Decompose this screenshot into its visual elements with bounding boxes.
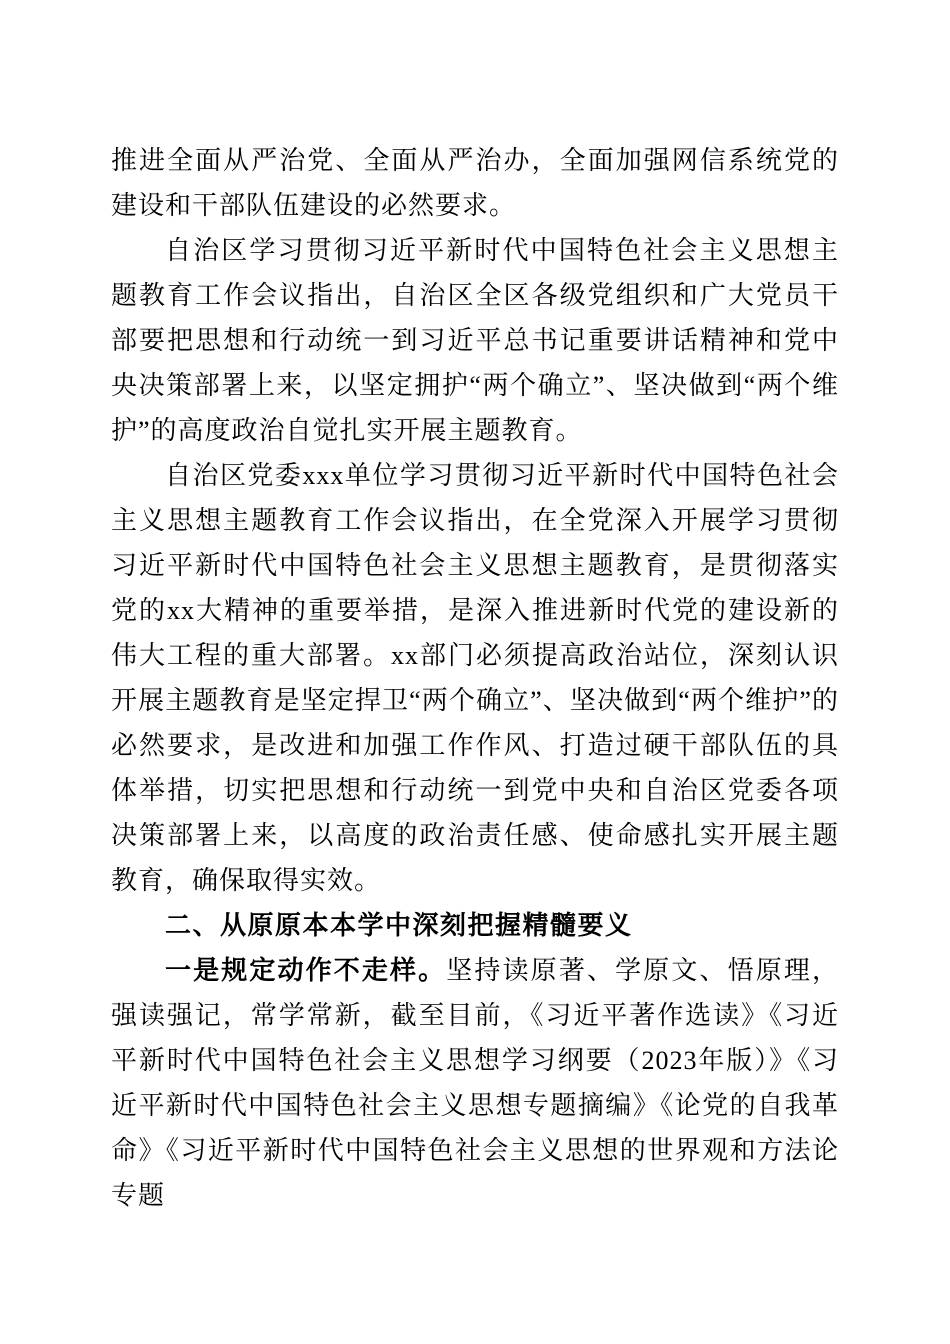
paragraph-lead-rest: 坚持读原著、学原文、悟原理，强读强记，常学常新，截至目前，《习近平著作选读》《习近平新时代中国特色社会主义思想学习纲要（2023年版）》《习近平新时代中国特色社会主义思想专题摘编》《论党的自我革命》《习近平新时代中国特色社会主义思想的世界观和方法论专题: [111, 956, 839, 1210]
paragraph: 自治区学习贯彻习近平新时代中国特色社会主义思想主题教育工作会议指出，自治区全区各级党组织和广大党员干部要把思想和行动统一到习近平总书记重要讲话精神和党中央决策部署上来，以坚定拥护“两个确立”、坚决做到“两个维护”的高度政治自觉扎实开展主题教育。: [111, 236, 839, 445]
paragraph-with-lead: [111, 948, 839, 1218]
document-body: [111, 138, 839, 1218]
paragraph: 自治区党委xxx单位学习贯彻习近平新时代中国特色社会主义思想主题教育工作会议指出，在全党深入开展学习贯彻习近平新时代中国特色社会主义思想主题教育，是贯彻落实党的xx大精神的重要举措，是深入推进新时代党的建设新的伟大工程的重大部署。xx部门必须提高政治站位，深刻认识开展主题教育是坚定捍卫“两个确立”、坚决做到“两个维护”的必然要求，是改进和加强工作作风、打造过硬干部队伍的具体举措，切实把思想和行动统一到党中央和自治区党委各项决策部署上来，以高度的政治责任感、使命感扎实开展主题教育，确保取得实效。: [111, 461, 839, 895]
paragraph-lead-bold: 一是规定动作不走样。: [165, 956, 447, 985]
paragraph-continuation: 推进全面从严治党、全面从严治办，全面加强网信系统党的建设和干部队伍建设的必然要求。: [111, 146, 839, 220]
section-heading: 二、从原原本本学中深刻把握精髓要义: [165, 910, 633, 940]
